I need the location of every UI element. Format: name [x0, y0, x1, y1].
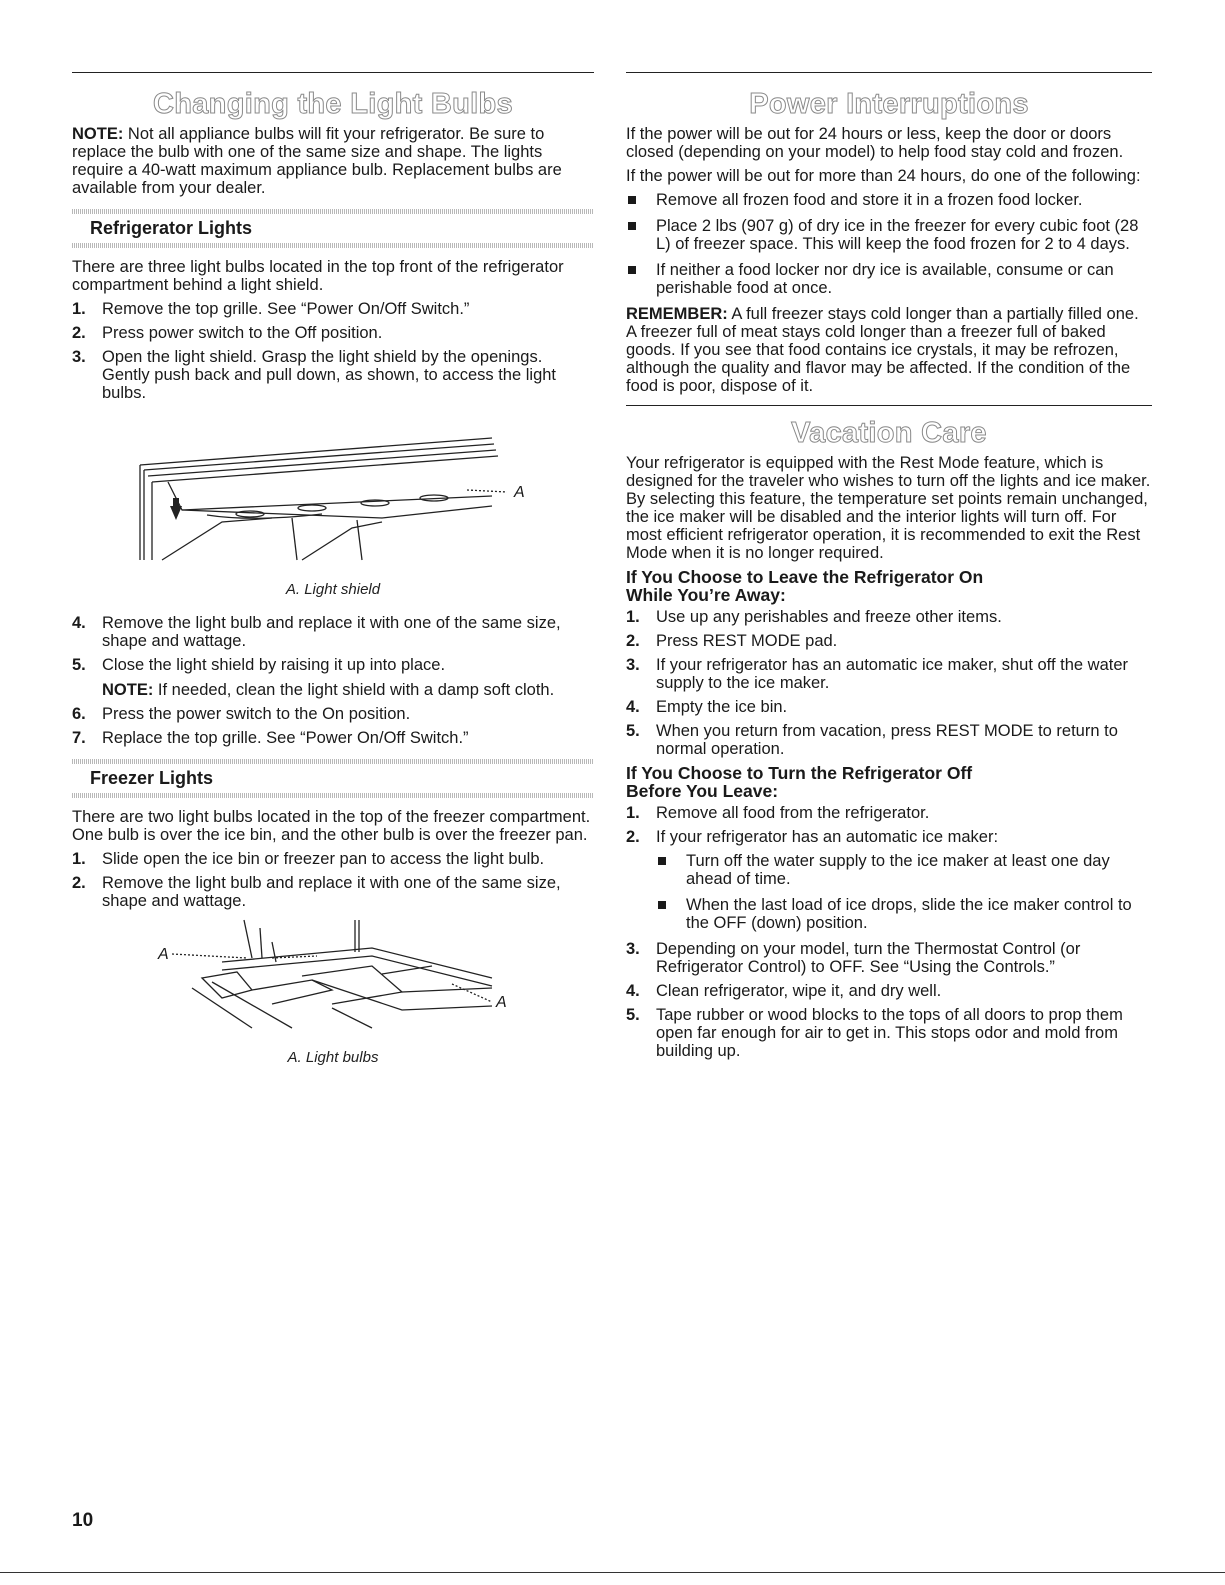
step-text: Press REST MODE pad.	[656, 632, 838, 650]
dotted-rule	[72, 793, 594, 798]
list-item	[656, 896, 1152, 932]
power-paragraph-2: If the power will be out for more than 24 hours, do one of the following:	[626, 167, 1141, 185]
dotted-rule	[72, 209, 594, 214]
step-number: 4.	[626, 982, 640, 1000]
step-note	[102, 681, 594, 699]
freezer-bulbs-illustration	[72, 918, 594, 1038]
vacation-intro: Your refrigerator is equipped with the Rest Mode feature, which is designed for the traveler who wishes to turn off the lights and ice maker. By selecting this feature, the temperature set points remain unchanged, the ice maker will be disabled and the interior lights will turn off. For most efficient refrigerator operation, it is recommended to exit the Rest Mode when it is no longer required.	[626, 454, 1151, 562]
step-item	[626, 1006, 1152, 1060]
step-number: 2.	[626, 828, 640, 846]
refrigerator-steps-a	[72, 300, 594, 402]
section-title-light-bulbs: Changing the Light Bulbs	[153, 88, 513, 120]
square-bullet-icon	[658, 857, 666, 865]
light-shield-figure	[72, 410, 594, 575]
square-bullet-icon	[628, 196, 636, 204]
step-item	[626, 804, 1152, 822]
step-item	[72, 850, 594, 868]
step-note-lead: NOTE:	[102, 681, 154, 699]
section-title-power-interruptions: Power Interruptions	[749, 88, 1029, 120]
step-text: Replace the top grille. See “Power On/Off Switch.”	[102, 729, 469, 747]
step-item	[72, 874, 594, 910]
step-text: Use up any perishables and freeze other items.	[656, 608, 1002, 626]
step-number: 4.	[626, 698, 640, 716]
step-item	[626, 982, 1152, 1000]
step-text: Remove all food from the refrigerator.	[656, 804, 930, 822]
step-text: Close the light shield by raising it up into place.	[102, 656, 446, 674]
light-bulbs-caption: A. Light bulbs	[287, 1049, 379, 1066]
square-bullet-icon	[628, 266, 636, 274]
refrigerator-lights-intro: There are three light bulbs located in the top front of the refrigerator compartment behind a light shield.	[72, 258, 564, 294]
step-text: Open the light shield. Grasp the light shield by the openings. Gently push back and pull down, as shown, to access the light bulbs.	[102, 348, 557, 402]
step-text: Depending on your model, turn the Thermostat Control (or Refrigerator Control) to OFF. See “Using the Controls.”	[656, 940, 1081, 976]
step-text: If your refrigerator has an automatic ice maker, shut off the water supply to the ice maker.	[656, 656, 1129, 692]
leave-on-steps	[626, 608, 1152, 758]
step-number: 3.	[626, 940, 640, 958]
freezer-lights-intro: There are two light bulbs located in the top of the freezer compartment. One bulb is over the ice bin, and the other bulb is over the freezer pan.	[72, 808, 591, 844]
step-note-text: If needed, clean the light shield with a damp soft cloth.	[153, 681, 555, 699]
step-item	[72, 705, 594, 723]
light-shield-caption: A. Light shield	[285, 581, 381, 598]
step-number: 1.	[626, 804, 640, 822]
step-text: Remove the top grille. See “Power On/Off Switch.”	[102, 300, 470, 318]
subheading-freezer-lights	[72, 759, 594, 798]
list-item	[626, 261, 1152, 297]
step-text: Empty the ice bin.	[656, 698, 788, 716]
step-number: 1.	[626, 608, 640, 626]
list-item	[626, 217, 1152, 253]
step-number: 6.	[72, 705, 86, 723]
freezer-bulbs-figure	[72, 918, 594, 1043]
step-text: Remove the light bulb and replace it with one of the same size, shape and wattage.	[102, 614, 561, 650]
left-column	[72, 72, 594, 1082]
leave-on-heading	[626, 568, 1152, 604]
note-lead: NOTE:	[72, 125, 124, 143]
turn-off-steps-a	[626, 804, 1152, 932]
step-number: 5.	[72, 656, 86, 674]
step-item	[626, 632, 1152, 650]
leave-on-heading-line-2: While You’re Away:	[626, 585, 786, 605]
step-number: 1.	[72, 300, 86, 318]
note-text: Not all appliance bulbs will fit your refrigerator. Be sure to replace the bulb with one of the same size and shape. The lights require a 40-watt maximum appliance bulb. Replacement bulbs are available from your dealer.	[72, 125, 562, 197]
list-item-text: Turn off the water supply to the ice maker at least one day ahead of time.	[686, 852, 1110, 888]
step-item	[626, 940, 1152, 976]
step-text: When you return from vacation, press REST MODE to return to normal operation.	[656, 722, 1118, 758]
figure-label-a-right: A	[496, 994, 507, 1011]
remember-text: A full freezer stays cold longer than a partially filled one. A freezer full of meat stays cold longer than a freezer full of baked goods. If you see that food contains ice crystals, it may be refrozen, although the quality and flavor may be affected. If the condition of the food is poor, dispose of it.	[626, 305, 1139, 395]
step-item	[72, 729, 594, 747]
step-item	[72, 348, 594, 402]
step-item	[626, 656, 1152, 692]
dotted-rule	[72, 759, 594, 764]
remember-lead: REMEMBER:	[626, 305, 728, 323]
subheading-text: Freezer Lights	[90, 768, 214, 788]
dotted-rule	[72, 243, 594, 248]
step-number: 4.	[72, 614, 86, 632]
step-item	[626, 828, 1152, 932]
turn-off-heading	[626, 764, 1152, 800]
step-text: Slide open the ice bin or freezer pan to access the light bulb.	[102, 850, 545, 868]
step-item	[626, 722, 1152, 758]
step-item	[626, 608, 1152, 626]
subheading-refrigerator-lights	[72, 209, 594, 248]
list-item	[626, 191, 1152, 209]
list-item-text: When the last load of ice drops, slide the ice maker control to the OFF (down) position.	[686, 896, 1132, 932]
square-bullet-icon	[658, 901, 666, 909]
section-rule	[626, 405, 1152, 406]
list-item-text: If neither a food locker nor dry ice is available, consume or can perishable food at once.	[656, 261, 1114, 297]
right-column	[626, 72, 1152, 1066]
step-text: If your refrigerator has an automatic ice maker:	[656, 828, 999, 846]
step-number: 1.	[72, 850, 86, 868]
step-text: Press power switch to the Off position.	[102, 324, 383, 342]
step-number: 2.	[72, 324, 86, 342]
section-rule	[626, 72, 1152, 73]
step-item	[72, 324, 594, 342]
section-rule	[72, 72, 594, 73]
ice-maker-sub-list	[656, 852, 1152, 932]
step-text: Remove the light bulb and replace it with one of the same size, shape and wattage.	[102, 874, 561, 910]
freezer-steps	[72, 850, 594, 910]
refrigerator-steps-b	[72, 614, 594, 747]
remember-paragraph	[626, 305, 1152, 395]
list-item-text: Remove all frozen food and store it in a frozen food locker.	[656, 191, 1083, 209]
step-item	[72, 300, 594, 318]
step-item	[626, 698, 1152, 716]
step-number: 5.	[626, 1006, 640, 1024]
turn-off-steps-b	[626, 940, 1152, 1060]
subheading-text: Refrigerator Lights	[90, 218, 253, 238]
step-number: 3.	[626, 656, 640, 674]
leave-on-heading-line-1: If You Choose to Leave the Refrigerator On	[626, 567, 984, 587]
turn-off-heading-line-2: Before You Leave:	[626, 781, 779, 801]
turn-off-heading-line-1: If You Choose to Turn the Refrigerator Off	[626, 763, 973, 783]
power-bullet-list	[626, 191, 1152, 297]
figure-label-a-left: A	[158, 946, 169, 963]
step-number: 7.	[72, 729, 86, 747]
page-number: 10	[72, 1510, 94, 1531]
step-number: 3.	[72, 348, 86, 366]
figure-label-a: A	[514, 484, 525, 501]
step-number: 2.	[72, 874, 86, 892]
step-text: Tape rubber or wood blocks to the tops of all doors to prop them open far enough for air to get in. This stops odor and mold from building up.	[656, 1006, 1123, 1060]
power-paragraph-1: If the power will be out for 24 hours or less, keep the door or doors closed (depending on your model) to help food stay cold and frozen.	[626, 125, 1124, 161]
step-text: Clean refrigerator, wipe it, and dry well.	[656, 982, 942, 1000]
step-number: 2.	[626, 632, 640, 650]
list-item-text: Place 2 lbs (907 g) of dry ice in the freezer for every cubic foot (28 L) of freezer space. This will keep the food frozen for 2 to 4 days.	[656, 217, 1139, 253]
step-item	[72, 656, 594, 699]
note-paragraph	[72, 125, 594, 197]
section-title-vacation-care: Vacation Care	[791, 417, 987, 449]
step-number: 5.	[626, 722, 640, 740]
page-bottom-rule	[0, 1572, 1225, 1573]
list-item	[656, 852, 1152, 888]
square-bullet-icon	[628, 222, 636, 230]
step-item	[72, 614, 594, 650]
step-text: Press the power switch to the On position.	[102, 705, 411, 723]
